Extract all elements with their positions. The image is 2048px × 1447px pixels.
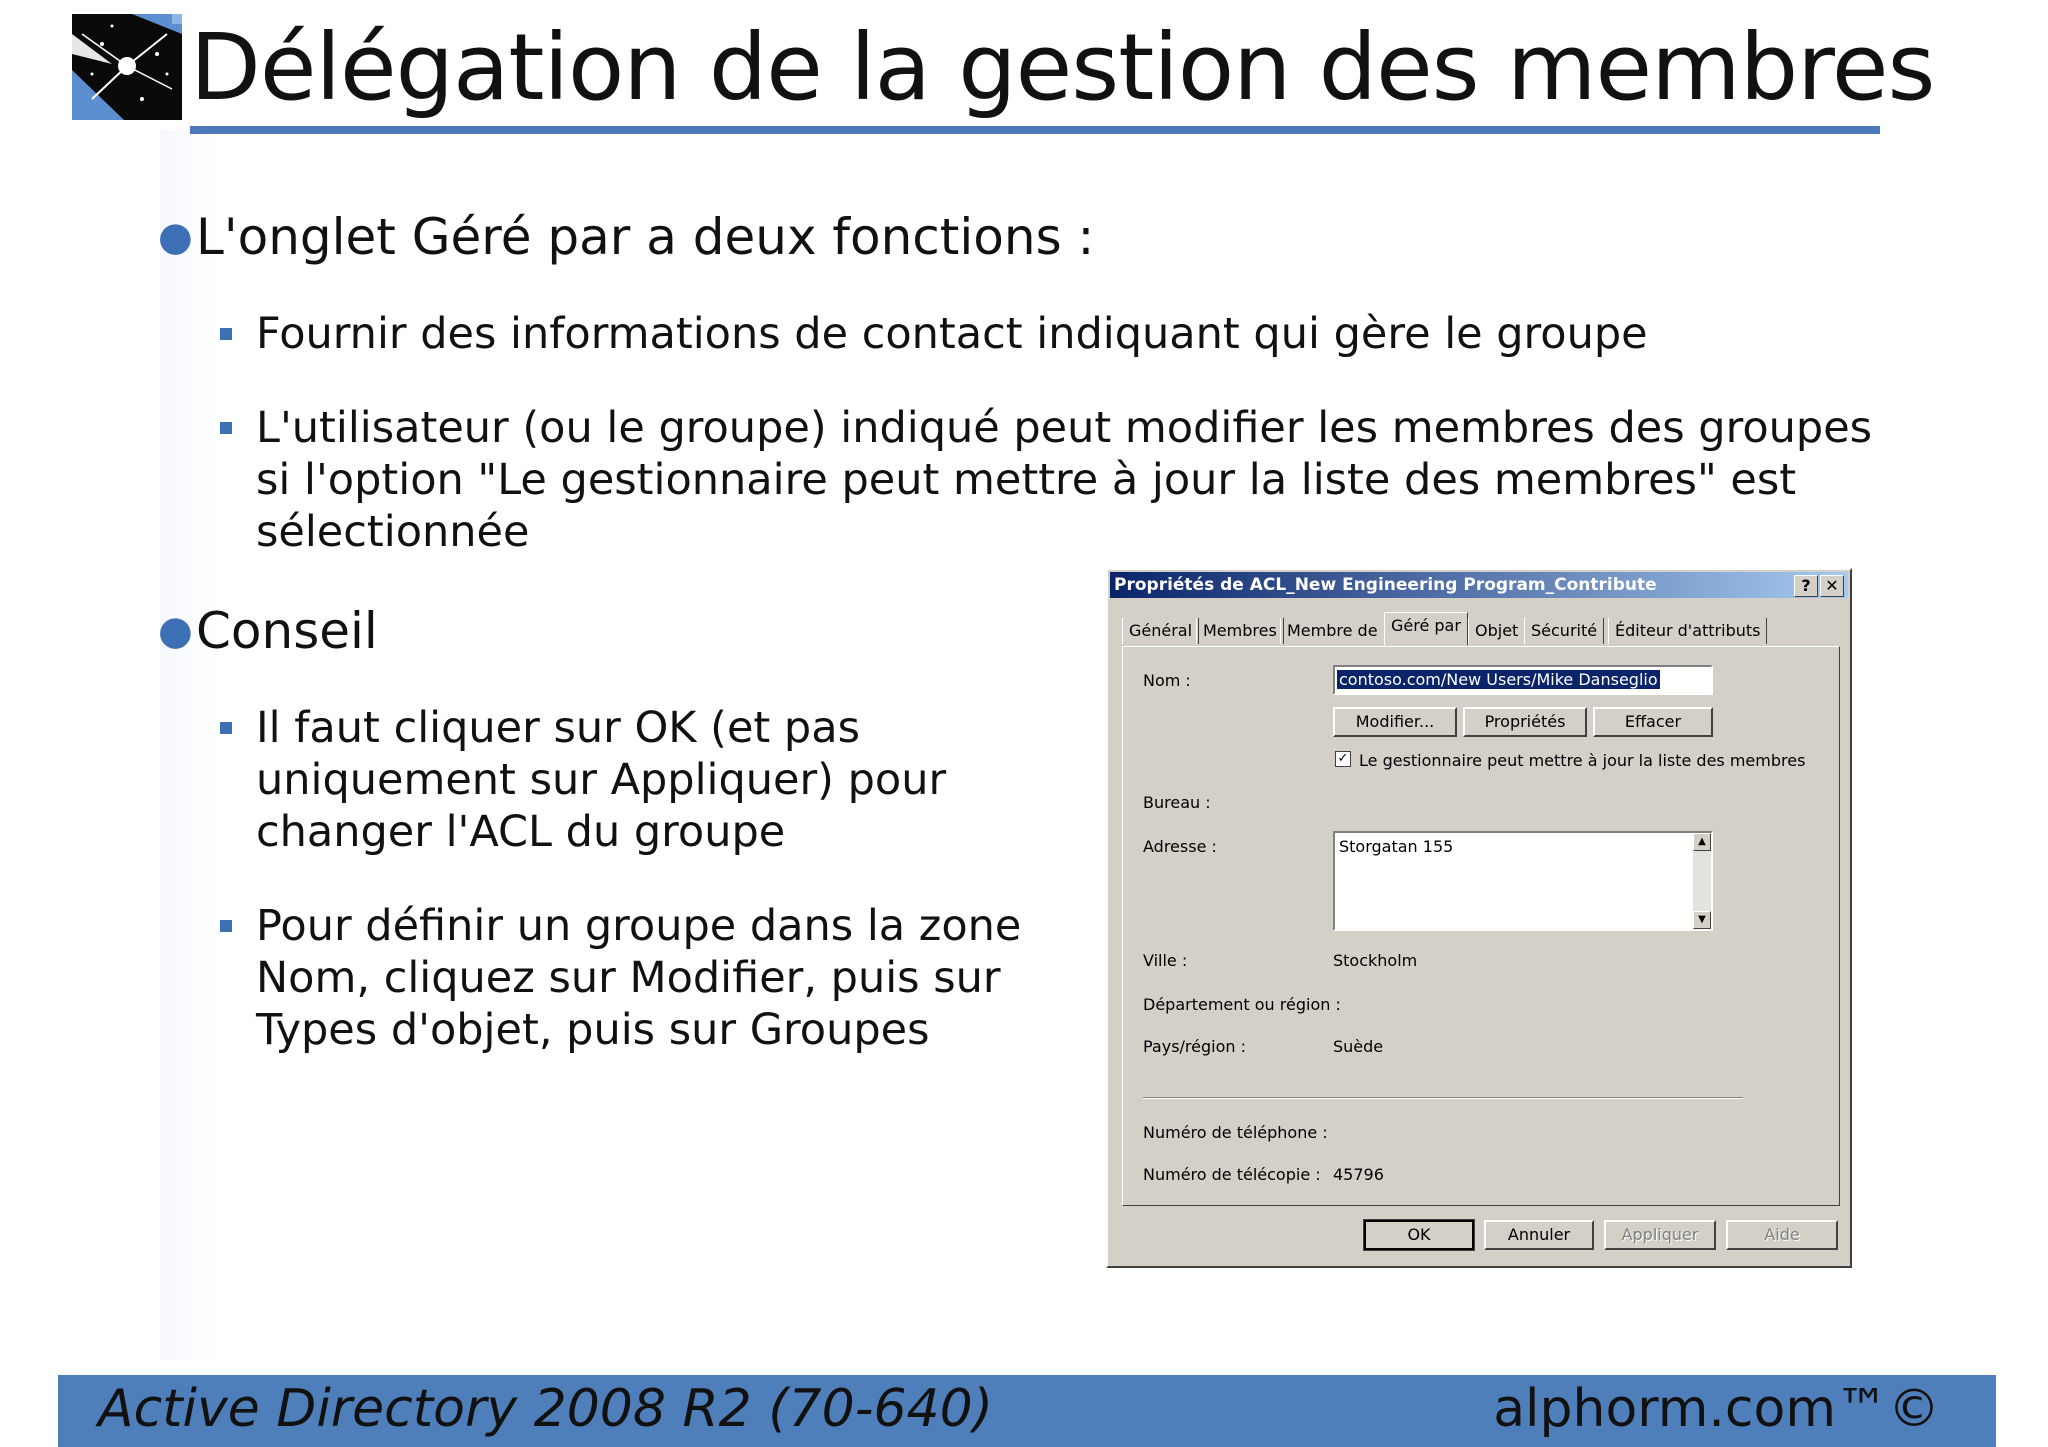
close-button[interactable]: ✕: [1820, 575, 1844, 597]
adresse-textarea[interactable]: [1333, 831, 1713, 931]
bullet-text: Conseil: [196, 602, 378, 660]
bullet-dot: ●: [158, 608, 193, 654]
bullet-text: L'onglet Géré par a deux fonctions :: [196, 208, 1095, 266]
manager-can-update-label: Le gestionnaire peut mettre à jour la liste des membres: [1359, 751, 1806, 770]
separator-line: [1143, 1097, 1743, 1099]
tab-objet[interactable]: Objet: [1468, 618, 1525, 644]
bullet-level2: [256, 308, 1648, 360]
nom-label: Nom :: [1143, 671, 1191, 690]
tab-general[interactable]: Général: [1122, 618, 1199, 644]
bullet-dot: ●: [158, 214, 193, 260]
bullet-square: [220, 328, 232, 340]
footer-course-title: Active Directory 2008 R2 (70-640): [98, 1379, 993, 1439]
pays-label: Pays/région :: [1143, 1037, 1247, 1056]
bullet-level1: [158, 602, 378, 660]
footer-brand: alphorm.com™©: [1493, 1379, 1940, 1439]
bullet-text-line: si l'option "Le gestionnaire peut mettre à jour la liste des membres" est: [256, 455, 1797, 505]
bullet-square: [220, 920, 232, 932]
telecopie-label: Numéro de télécopie :: [1143, 1165, 1321, 1184]
bureau-label: Bureau :: [1143, 793, 1211, 812]
slide-footer: [58, 1375, 1996, 1447]
ville-label: Ville :: [1143, 951, 1188, 970]
proprietes-button[interactable]: Propriétés: [1463, 707, 1587, 737]
adresse-scrollbar[interactable]: [1693, 833, 1711, 929]
logo-icon: [72, 14, 182, 120]
annuler-button[interactable]: Annuler: [1484, 1220, 1594, 1250]
telephone-label: Numéro de téléphone :: [1143, 1123, 1328, 1142]
nom-value: contoso.com/New Users/Mike Danseglio: [1339, 670, 1658, 689]
ville-value: Stockholm: [1333, 951, 1418, 970]
adresse-label: Adresse :: [1143, 837, 1217, 856]
bullet-level2: [256, 900, 1021, 1056]
bullet-text-line: uniquement sur Appliquer) pour: [256, 755, 947, 805]
bullet-level2: [256, 702, 946, 858]
bullet-square: [220, 422, 232, 434]
bullet-text-line: changer l'ACL du groupe: [256, 807, 786, 857]
effacer-button[interactable]: Effacer: [1593, 707, 1713, 737]
properties-dialog: [1106, 568, 1852, 1268]
bullet-text-line: Types d'objet, puis sur Groupes: [256, 1005, 930, 1055]
tab-gere-par[interactable]: Géré par: [1384, 612, 1468, 645]
scroll-down-icon[interactable]: ▼: [1693, 911, 1711, 929]
bullet-text-line: L'utilisateur (ou le groupe) indiqué peut modifier les membres des groupes: [256, 403, 1873, 453]
aide-button[interactable]: Aide: [1726, 1220, 1838, 1250]
scroll-up-icon[interactable]: ▲: [1693, 833, 1711, 851]
appliquer-button[interactable]: Appliquer: [1604, 1220, 1716, 1250]
slide-title: Délégation de la gestion des membres: [190, 14, 1935, 121]
bullet-text-line: sélectionnée: [256, 507, 530, 557]
tab-membres[interactable]: Membres: [1196, 618, 1284, 644]
bullet-text: Fournir des informations de contact indiquant qui gère le groupe: [256, 309, 1648, 359]
tab-panel-gere-par: [1122, 646, 1840, 1206]
dialog-title: Propriétés de ACL_New Engineering Program_Contribute: [1114, 575, 1657, 595]
help-button[interactable]: ?: [1794, 575, 1818, 597]
tab-editeur-attributs[interactable]: Éditeur d'attributs: [1608, 618, 1767, 644]
title-underline: [190, 126, 1880, 134]
dialog-titlebar: [1110, 572, 1848, 598]
bullet-text-line: Pour définir un groupe dans la zone: [256, 901, 1022, 951]
adresse-value: Storgatan 155: [1339, 837, 1454, 856]
manager-can-update-checkbox[interactable]: ✓: [1335, 751, 1351, 767]
bullet-level1: [158, 208, 1095, 266]
tab-membre-de[interactable]: Membre de: [1280, 618, 1385, 644]
bullet-text-line: Il faut cliquer sur OK (et pas: [256, 703, 860, 753]
bullet-text-line: Nom, cliquez sur Modifier, puis sur: [256, 953, 1001, 1003]
bullet-square: [220, 722, 232, 734]
departement-label: Département ou région :: [1143, 995, 1341, 1014]
ok-button[interactable]: OK: [1364, 1220, 1474, 1250]
nom-field[interactable]: [1333, 665, 1713, 695]
pays-value: Suède: [1333, 1037, 1384, 1056]
tab-securite[interactable]: Sécurité: [1524, 618, 1604, 644]
telecopie-value: 45796: [1333, 1165, 1384, 1184]
slide-left-shade: [160, 130, 220, 1360]
bullet-level2: [256, 402, 1872, 558]
modifier-button[interactable]: Modifier...: [1333, 707, 1457, 737]
